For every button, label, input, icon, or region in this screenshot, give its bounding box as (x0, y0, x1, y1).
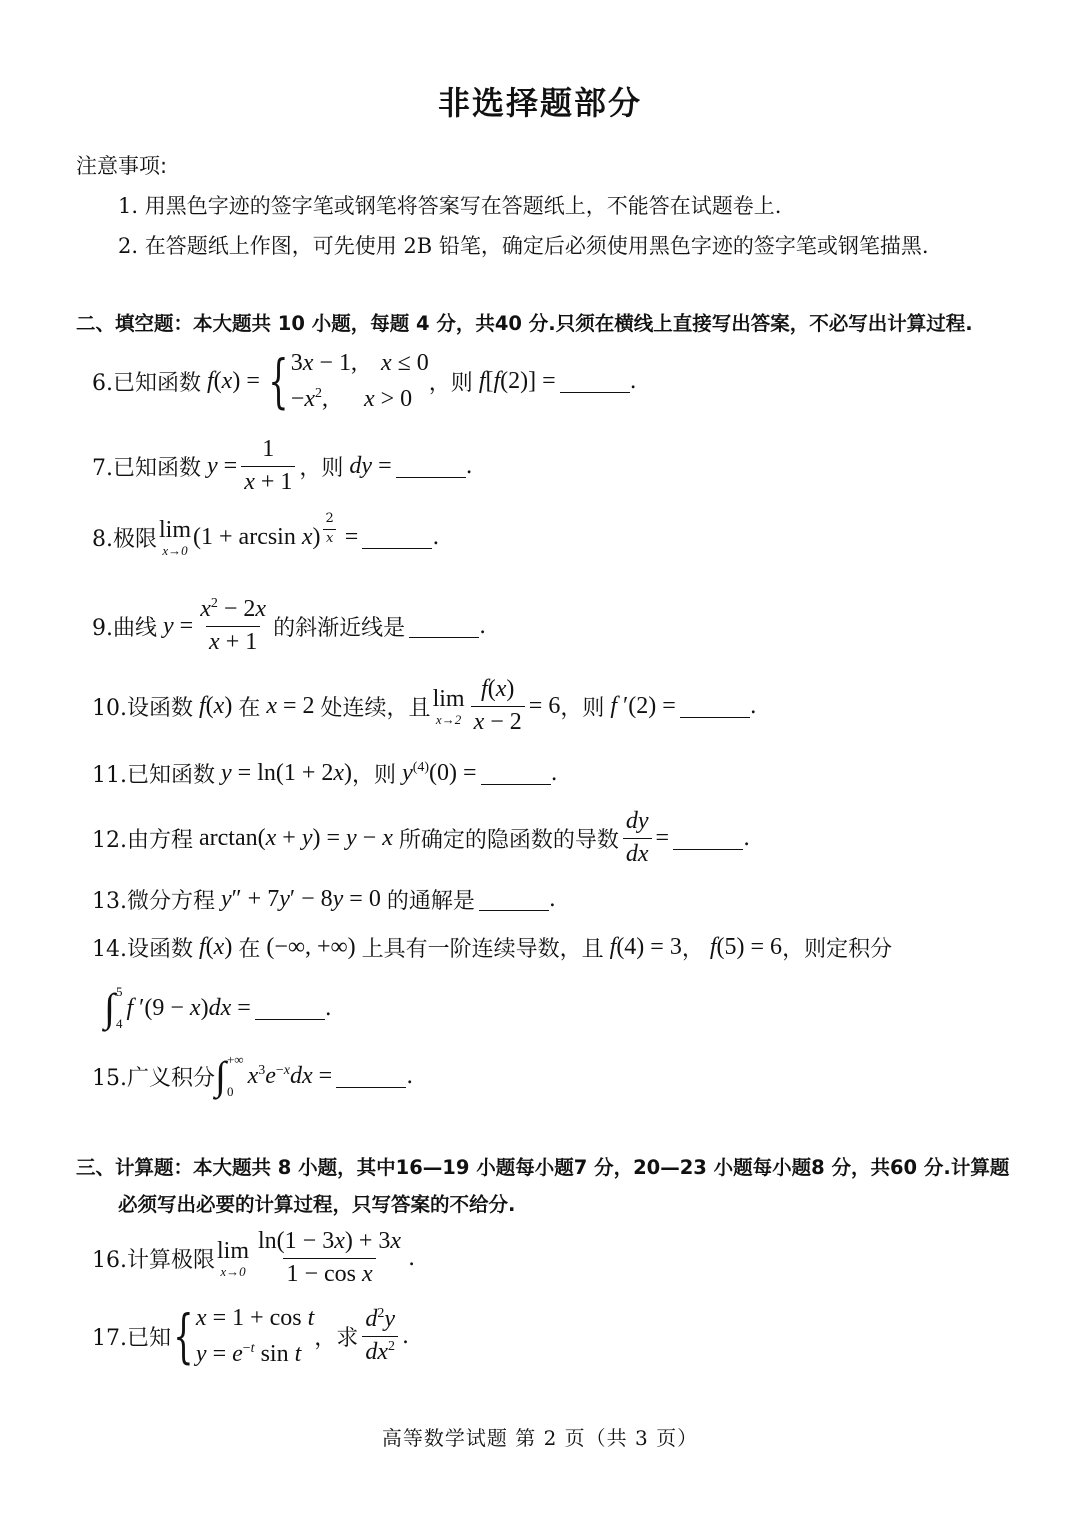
fraction: $\frac{d^2y}{dx^2}$ (362, 1306, 398, 1366)
question-14-integral: ∫ 5 4 f ′(9 − x)dx = . (104, 984, 332, 1031)
fraction: $\frac{\ln(1 - 3x) + 3x}{\text{1 − cos x}}$ (258, 1228, 402, 1287)
question-14: 14.设函数 f(x) 在 (−∞, +∞) 上具有一阶连续导数，且 f(4) = 3 ， f(5) = 6 ，则定积分 (92, 934, 893, 962)
fraction: $\frac{x^2 - 2x}{x + 1}$ (200, 596, 267, 655)
answer-blank (409, 615, 479, 638)
question-16: 16.计算极限 lim x→0 $\frac{\ln(1 - 3x) + 3x}{\text{1 − cos x}}$ . (92, 1228, 416, 1287)
question-12: 12.由方程 arctan(x + y) = y − x 所确定的隐函数的导数 $\frac{dy}{dx}$ = . (92, 808, 751, 867)
limit-operator: lim x→2 (432, 685, 465, 727)
limit-operator: lim x→0 (159, 517, 192, 558)
answer-blank (336, 1065, 406, 1088)
question-6-prefix: 6.已知函数 (92, 370, 201, 396)
answer-blank (673, 827, 743, 850)
question-6-mid: ，则 (428, 370, 473, 396)
fraction: $\frac{1}{x + 1}$ (241, 436, 295, 496)
answer-blank (481, 762, 551, 785)
integral-sign-icon: ∫ 5 4 (104, 984, 123, 1031)
section-3-heading: 三、计算题：本大题共 8 小题，其中16—19 小题每小题7 分，20—23 小题每小题8 分，共60 分.计算题 (76, 1156, 1010, 1179)
fraction: $\frac{f(x)}{x - 2}$ (471, 676, 525, 736)
question-6: 6.已知函数 f(x) = { 3x − 1, x ≤ 0 $-x^2$, x > 0 ，则 f[f(2)] = . (92, 347, 637, 415)
answer-blank (560, 370, 630, 393)
brace-icon: { (173, 1302, 194, 1370)
question-9: 9.曲线 y = $\frac{x^2 - 2x}{x + 1}$ 的斜渐近线是 . (92, 596, 487, 655)
answer-blank (680, 695, 750, 718)
question-7: 7.已知函数 y = $\frac{1}{x + 1}$ ，则 dy = . (92, 436, 473, 495)
notice-item-1: 1. 用黑色字迹的签字笔或钢笔将答案写在答题纸上，不能答在试题卷上. (118, 194, 782, 218)
question-15: 15.广义积分 ∫ +∞ 0 $x^3e^{-x}dx$ = . (92, 1052, 414, 1099)
limit-operator: lim x→0 (217, 1237, 250, 1279)
section-2-heading: 二、填空题：本大题共 10 小题，每题 4 分，共40 分.只须在横线上直接写出答案，不必写出计算过程. (76, 312, 973, 335)
notice-heading: 注意事项: (76, 154, 168, 178)
integral-sign-icon: ∫ +∞ 0 (215, 1052, 244, 1099)
question-13: 13.微分方程 y″ + 7y′ − 8y = 0 的通解是 . (92, 886, 556, 914)
answer-blank (396, 455, 466, 478)
exponent-fraction: $\frac{2}{x}$ (323, 512, 337, 547)
piecewise-cases: 3x − 1, x ≤ 0 $-x^2$, x > 0 (290, 350, 429, 412)
answer-blank (255, 997, 325, 1020)
page-title: 非选择题部分 (437, 84, 642, 122)
question-17: 17.已知 { x = 1 + cos t $y = e^{-t}$ sin t ，求 $\frac{d^2y}{dx^2}$ . (92, 1302, 409, 1370)
section-3-heading-line-2: 必须写出必要的计算过程，只写答案的不给分. (118, 1193, 516, 1216)
fraction: $\frac{dy}{dx}$ (623, 808, 652, 868)
parametric-cases: x = 1 + cos t $y = e^{-t}$ sin t (195, 1305, 315, 1367)
page-footer: 高等数学试题 第 2 页（共 3 页） (381, 1426, 699, 1450)
question-8: 8.极限 lim x→0 (1 + arcsin x) $\frac{2}{x}$ = . (92, 511, 440, 558)
question-6-function: f(x) = (207, 367, 266, 394)
answer-blank (479, 888, 549, 911)
question-10: 10.设函数 f(x) 在 x = 2 处连续，且 lim x→2 $\frac{f(x)}{x - 2}$ = 6 ，则 f ′(2) = . (92, 676, 757, 735)
notice-item-2: 2. 在答题纸上作图，可先使用 2B 铅笔，确定后必须使用黑色字迹的签字笔或钢笔描黑. (118, 234, 929, 258)
brace-icon: { (268, 347, 289, 415)
answer-blank (362, 526, 432, 549)
question-11: 11.已知函数 y = ln(1 + 2x) ，则 $y^{(4)}(0)$ = . (92, 760, 558, 788)
